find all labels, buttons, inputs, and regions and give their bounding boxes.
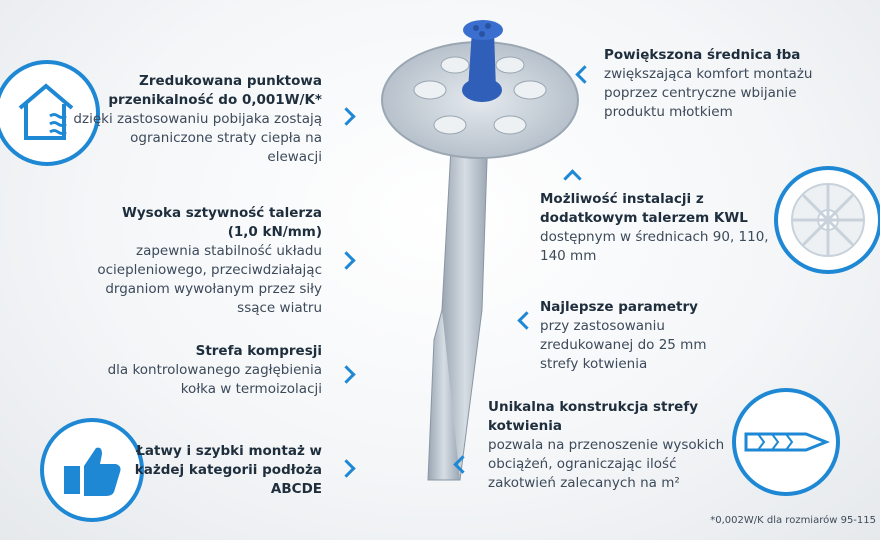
feature-right-4 (488, 398, 728, 493)
feature-left-4 (122, 442, 322, 499)
anchor-zone-icon (732, 388, 840, 496)
footnote: *0,002W/K dla rozmiarów 95-115 (710, 515, 876, 526)
feature-left-2 (92, 204, 322, 318)
feature-title: Strefa kompresji (195, 343, 322, 359)
feature-text: dzięki zastosowaniu pobijaka zostają ograniczone straty ciepła na elewacji (73, 111, 322, 165)
chevron-right-icon (337, 107, 355, 125)
feature-title: Zredukowana punktowa przenikalność do 0,001W/K* (108, 73, 322, 108)
feature-title: Unikalna konstrukcja strefy kotwienia (488, 399, 698, 434)
feature-title: Możliwość instalacji z dodatkowym talerzem KWL (540, 191, 748, 226)
feature-text: pozwala na przenoszenie wysokich obciążeń, ograniczając ilość zakotwień zalecanych na m² (488, 437, 725, 491)
feature-title: Najlepsze parametry (540, 299, 698, 315)
feature-right-1 (604, 46, 844, 122)
feature-title: Wysoka sztywność talerza (1,0 kN/mm) (121, 205, 322, 240)
feature-left-3 (82, 342, 322, 399)
feature-text: przy zastosowaniu zredukowanej do 25 mm strefy kotwienia (540, 318, 707, 372)
feature-left-1 (72, 72, 322, 167)
feature-text: zwiększająca komfort montażu poprzez centryczne wbijanie produktu młotkiem (604, 66, 813, 120)
plate-kwl-icon (774, 166, 880, 274)
chevron-right-icon (337, 365, 355, 383)
feature-text: dostępnym w średnicach 90, 110, 140 mm (540, 229, 769, 264)
feature-right-2 (540, 190, 770, 266)
feature-text: dla kontrolowanego zagłębienia kołka w termoizolacji (107, 362, 322, 397)
feature-right-3 (540, 298, 730, 374)
feature-title: Łatwy i szybki montaż w każdej kategorii podłoża ABCDE (134, 443, 322, 497)
chevron-right-icon (337, 459, 355, 477)
feature-text: zapewnia stabilność układu ociepleniowego, przeciwdziałając drganiom wywołanym przez siły ssące wiatru (97, 243, 322, 316)
chevron-right-icon (337, 251, 355, 269)
feature-title: Powiększona średnica łba (604, 47, 801, 63)
